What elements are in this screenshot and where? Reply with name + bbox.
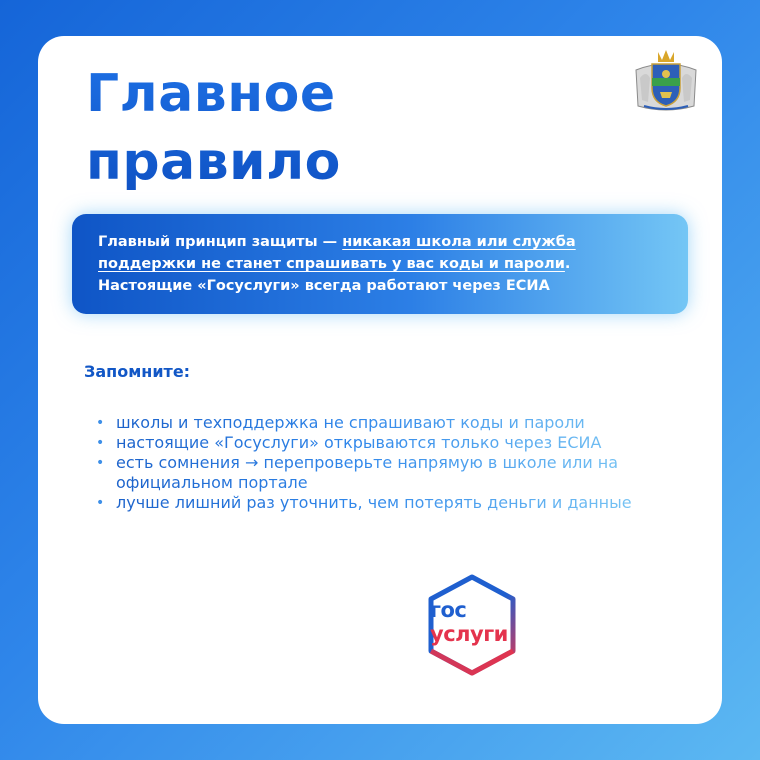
bullet-icon: • (96, 415, 105, 431)
title-line-2: правило (86, 132, 341, 192)
title-line-1: Главное (86, 64, 336, 124)
bullet-icon: • (96, 455, 105, 471)
main-principle-box (72, 214, 688, 314)
list-item: • настоящие «Госуслуги» открываются только через ЕСИА (96, 433, 656, 453)
underlined-phrase: никакая школа или служба поддержки не станет спрашивать у вас коды и пароли (98, 234, 576, 272)
content-card (38, 36, 722, 724)
bullet-icon: • (96, 495, 105, 511)
main-principle-text: Главный принцип защиты — никакая школа или служба поддержки не станет спрашивать у вас коды и пароли. Настоящие «Госуслуги» всегда работают через ЕСИА (98, 234, 576, 294)
remember-heading: Запомните: (84, 362, 191, 381)
logo-text-uslugi: услуги (430, 622, 508, 646)
logo-text-gos: гос (430, 598, 467, 622)
list-item: • школы и техподдержка не спрашивают коды и пароли (96, 413, 656, 433)
list-item: • есть сомнения → перепроверьте напрямую в школе или на официальном портале (96, 453, 656, 493)
bullet-icon: • (96, 435, 105, 451)
tips-list (96, 413, 656, 513)
list-item: • лучше лишний раз уточнить, чем потерять деньги и данные (96, 493, 656, 513)
gosuslugi-logo (420, 572, 524, 678)
page-title (86, 60, 341, 196)
coat-of-arms-icon (630, 48, 702, 114)
